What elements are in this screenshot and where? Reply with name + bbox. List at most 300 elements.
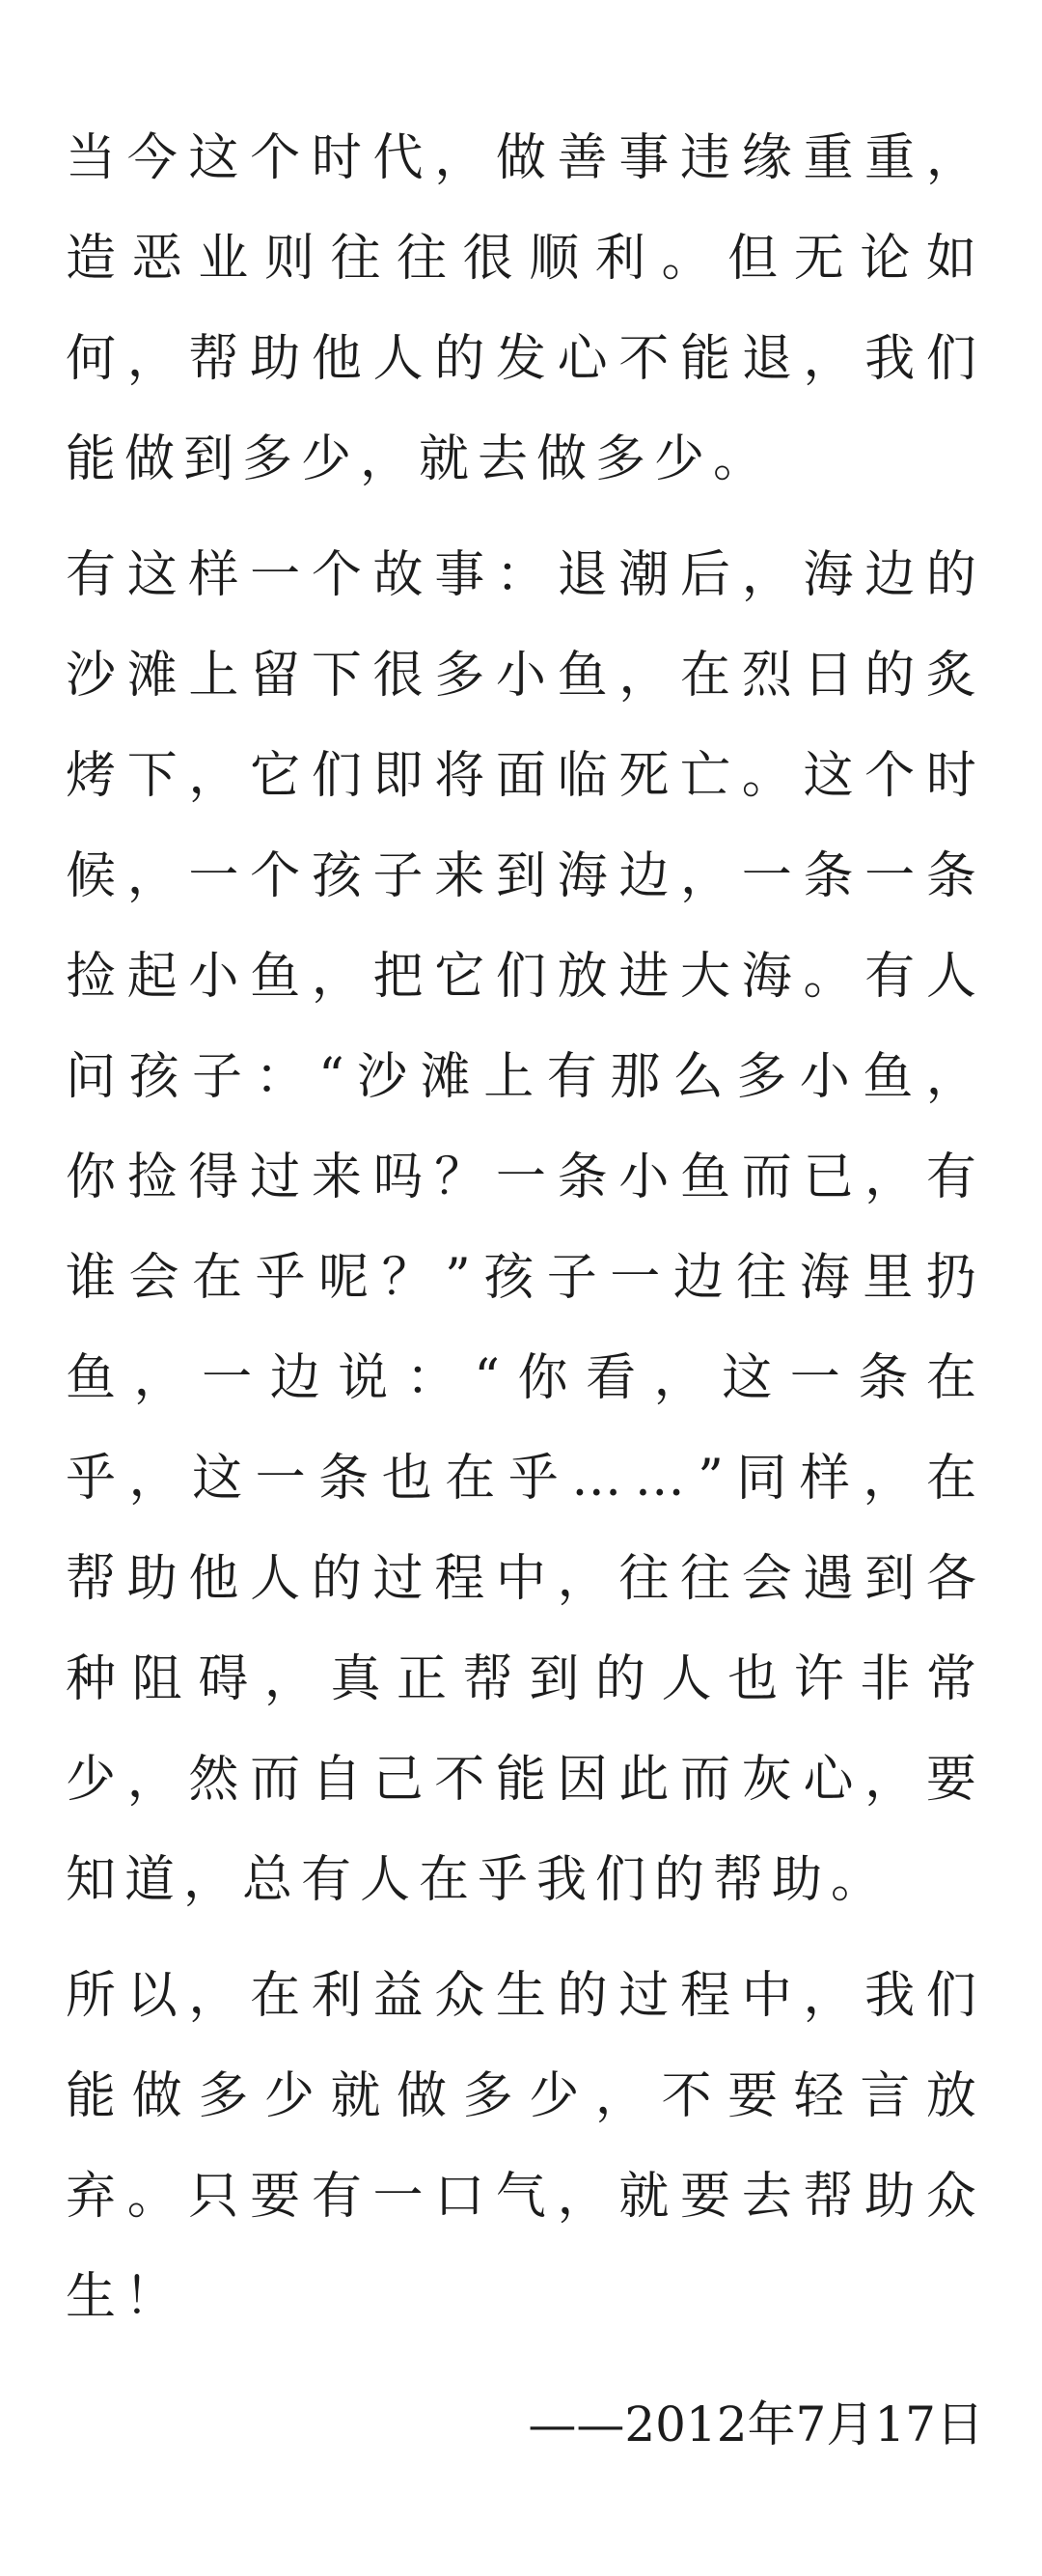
text-line <box>66 525 976 625</box>
text-line <box>66 1946 976 2046</box>
text-char: 过 <box>372 1550 424 1608</box>
text-char: 放 <box>925 2067 976 2125</box>
text-char: 我 <box>864 1967 916 2025</box>
text-char: 这 <box>126 546 178 604</box>
text-char: ： <box>255 1048 306 1106</box>
article-body <box>66 108 976 2347</box>
text-char: 重 <box>864 129 916 187</box>
text-char: 的 <box>557 1967 608 2025</box>
text-line <box>66 1529 976 1629</box>
text-char: 助 <box>126 1550 178 1608</box>
text-char: ， <box>126 1751 178 1809</box>
text-char: 程 <box>434 1550 485 1608</box>
text-char: 们 <box>925 1967 976 2025</box>
text-char: 发 <box>495 330 546 388</box>
text-char: 业 <box>198 230 249 288</box>
text-char: 有 <box>311 2168 362 2226</box>
text-char: 条 <box>318 1450 370 1508</box>
text-char: 海 <box>557 847 608 905</box>
text-char: 少 <box>263 2067 315 2125</box>
text-char: 得 <box>188 1149 239 1206</box>
text-char: 鱼 <box>863 1048 914 1106</box>
text-char: 一 <box>789 1349 840 1407</box>
text-char: ： <box>495 546 546 604</box>
text-char: 鱼 <box>680 1149 731 1206</box>
text-char: 。 <box>126 2168 178 2226</box>
text-char: 小 <box>618 1149 670 1206</box>
text-char: 亡 <box>680 747 731 805</box>
text-char: 死 <box>618 747 670 805</box>
text-char: 乎 <box>66 1450 117 1508</box>
text-char: 真 <box>330 1650 381 1708</box>
text-line <box>66 1730 976 1830</box>
text-line <box>66 309 976 409</box>
text-char: 事 <box>434 546 485 604</box>
text-char: ， <box>618 647 670 705</box>
text-char: 日 <box>803 647 854 705</box>
text-char: 到 <box>529 1650 580 1708</box>
text-char: 这 <box>188 129 239 187</box>
text-char: 能 <box>680 330 731 388</box>
text-char: 如 <box>925 230 976 288</box>
text-char: ， <box>557 1550 608 1608</box>
text-char: 过 <box>618 1967 670 2025</box>
date-signature: ——2012年7月17日 <box>528 2396 984 2452</box>
text-char: 多 <box>434 647 485 705</box>
text-char: ， <box>653 1349 704 1407</box>
text-char: 但 <box>727 230 779 288</box>
text-char: 面 <box>495 747 546 805</box>
text-char: 则 <box>263 230 315 288</box>
text-char: 条 <box>858 1349 909 1407</box>
text-char: 不 <box>661 2067 712 2125</box>
text-char: 烤 <box>66 747 117 805</box>
text-char: 同 <box>736 1450 787 1508</box>
text-line <box>66 726 976 826</box>
text-char: 一 <box>864 847 916 905</box>
text-char: 条 <box>557 1149 608 1206</box>
text-char: 无 <box>793 230 844 288</box>
text-char: 往 <box>330 230 381 288</box>
text-char: 到 <box>495 847 546 905</box>
text-char: 下 <box>311 647 362 705</box>
text-char: 捡 <box>66 948 117 1006</box>
text-line <box>66 1328 976 1428</box>
text-char: 因 <box>557 1751 608 1809</box>
text-char: 退 <box>741 330 792 388</box>
text-char: 帮 <box>188 330 239 388</box>
text-char: 的 <box>594 1650 645 1708</box>
text-char: 在 <box>925 1450 976 1508</box>
text-char: 往 <box>618 1550 670 1608</box>
text-char: 事 <box>618 129 670 187</box>
text-char: 你 <box>517 1349 568 1407</box>
text-char: 的 <box>311 1550 362 1608</box>
text-char: 一 <box>188 847 239 905</box>
text-char: ， <box>864 1149 916 1206</box>
text-char: 在 <box>192 1249 243 1307</box>
text-char: 助 <box>864 2168 916 2226</box>
text-char: 样 <box>188 546 239 604</box>
text-char: 这 <box>803 747 854 805</box>
text-char: 中 <box>495 1550 546 1608</box>
text-line <box>66 1027 976 1127</box>
text-line <box>66 625 976 726</box>
text-char: 心 <box>557 330 608 388</box>
text-char: ， <box>803 1967 854 2025</box>
text-char: 心 <box>803 1751 854 1809</box>
text-char: 烈 <box>741 647 792 705</box>
text-char: 当 <box>66 129 117 187</box>
text-char: 的 <box>925 546 976 604</box>
text-char: 个 <box>250 129 301 187</box>
text-char: “ <box>474 1349 500 1407</box>
text-char: ， <box>434 129 485 187</box>
paragraph-1 <box>66 108 976 510</box>
text-char: 在 <box>925 1349 976 1407</box>
text-char: 助 <box>250 330 301 388</box>
text-char: 做 <box>131 2067 182 2125</box>
text-line <box>66 108 976 208</box>
text-char: ： <box>405 1349 456 1407</box>
text-char: 条 <box>803 847 854 905</box>
text-char: 重 <box>803 129 854 187</box>
text-char: 即 <box>372 747 424 805</box>
text-char: 到 <box>864 1550 916 1608</box>
text-char: 一 <box>250 546 301 604</box>
text-char: 临 <box>557 747 608 805</box>
text-char: 一 <box>372 2168 424 2226</box>
text-char: 边 <box>864 546 916 604</box>
text-char: 条 <box>925 847 976 905</box>
text-char: 它 <box>434 948 485 1006</box>
text-char: 往 <box>736 1249 787 1307</box>
text-char: 孩 <box>128 1048 179 1106</box>
text-char: ， <box>925 1048 976 1106</box>
text-char: 顺 <box>529 230 580 288</box>
text-line <box>66 1127 976 1228</box>
text-line <box>66 1629 976 1730</box>
text-char: 谁 <box>66 1249 117 1307</box>
text-char: 吗 <box>372 1149 424 1206</box>
text-char: 上 <box>188 647 239 705</box>
text-char: 呢 <box>318 1249 370 1307</box>
text-char: 乎 <box>255 1249 306 1307</box>
text-char: 造 <box>66 230 117 288</box>
text-char: 人 <box>250 1550 301 1608</box>
text-char: 很 <box>462 230 513 288</box>
text-char: … <box>634 1450 685 1508</box>
text-char: 。 <box>661 230 712 288</box>
text-char: 么 <box>672 1048 724 1106</box>
text-char: 有 <box>66 546 117 604</box>
text-char: 问 <box>66 1048 117 1106</box>
text-char: 鱼 <box>66 1349 117 1407</box>
text-char: 故 <box>372 546 424 604</box>
text-char: 退 <box>557 546 608 604</box>
text-char: 在 <box>680 647 731 705</box>
text-char: ” <box>698 1450 724 1508</box>
text-char: 滩 <box>420 1048 471 1106</box>
text-char: ” <box>445 1249 471 1307</box>
text-char: 也 <box>381 1450 432 1508</box>
text-char: 人 <box>925 948 976 1006</box>
text-char: 不 <box>434 1751 485 1809</box>
text-line: 能做到多少，就去做多少。 <box>66 430 773 488</box>
text-char: 而 <box>250 1751 301 1809</box>
text-char: 正 <box>397 1650 448 1708</box>
text-char: 会 <box>128 1249 179 1307</box>
text-char: 己 <box>372 1751 424 1809</box>
text-char: ， <box>188 1967 239 2025</box>
text-char: 帮 <box>462 1650 513 1708</box>
text-char: 一 <box>495 1149 546 1206</box>
text-char: 有 <box>864 948 916 1006</box>
text-char: 许 <box>793 1650 844 1708</box>
text-char: 益 <box>372 1967 424 2025</box>
text-char: 那 <box>610 1048 661 1106</box>
text-char: 来 <box>311 1149 362 1206</box>
text-char: 就 <box>330 2067 381 2125</box>
text-line <box>66 208 976 309</box>
text-char: 以 <box>126 1967 178 2025</box>
text-char: 边 <box>672 1249 724 1307</box>
text-char: 多 <box>736 1048 787 1106</box>
text-char: 来 <box>434 847 485 905</box>
text-char: “ <box>318 1048 344 1106</box>
paragraph-2 <box>66 525 976 1930</box>
text-char: 程 <box>680 1967 731 2025</box>
text-char: 就 <box>618 2168 670 2226</box>
text-char: 人 <box>661 1650 712 1708</box>
text-char: 大 <box>680 948 731 1006</box>
text-char: ， <box>126 330 178 388</box>
text-char: 已 <box>803 1149 854 1206</box>
text-char: 的 <box>864 647 916 705</box>
text-char: 不 <box>618 330 670 388</box>
text-line <box>66 2147 976 2247</box>
text-char: 鱼 <box>250 948 301 1006</box>
text-line <box>66 1228 976 1328</box>
text-char: 孩 <box>483 1249 535 1307</box>
text-line: 生！ <box>66 2268 184 2326</box>
text-char: 沙 <box>357 1048 408 1106</box>
text-char: ， <box>188 747 239 805</box>
text-char: ， <box>133 1349 184 1407</box>
text-char: 起 <box>126 948 178 1006</box>
text-char: 少 <box>529 2067 580 2125</box>
text-char: 言 <box>860 2067 911 2125</box>
text-char: 子 <box>546 1249 597 1307</box>
text-char: 能 <box>66 2067 117 2125</box>
text-char: 这 <box>722 1349 773 1407</box>
text-char: 帮 <box>803 2168 854 2226</box>
text-char: 往 <box>680 1550 731 1608</box>
text-char: ， <box>741 546 792 604</box>
text-char: 只 <box>188 2168 239 2226</box>
text-char: 他 <box>188 1550 239 1608</box>
text-line <box>66 927 976 1027</box>
text-char: 我 <box>864 330 916 388</box>
text-char: 今 <box>126 129 178 187</box>
text-char: ， <box>557 2168 608 2226</box>
text-char: 做 <box>495 129 546 187</box>
text-char: ， <box>803 330 854 388</box>
text-line <box>66 1428 976 1529</box>
text-char: ？ <box>381 1249 432 1307</box>
text-char: 里 <box>863 1249 914 1307</box>
text-char: 做 <box>397 2067 448 2125</box>
text-char: 上 <box>483 1048 535 1106</box>
text-char: 候 <box>66 847 117 905</box>
text-char: 过 <box>250 1149 301 1206</box>
text-char: 海 <box>741 948 792 1006</box>
text-char: 中 <box>741 1967 792 2025</box>
text-char: 把 <box>372 948 424 1006</box>
text-char: 说 <box>338 1349 389 1407</box>
text-char: 灰 <box>741 1751 792 1809</box>
text-char: 论 <box>860 230 911 288</box>
text-char: 一 <box>255 1450 306 1508</box>
text-char: 气 <box>495 2168 546 2226</box>
text-char: 生 <box>495 1967 546 2025</box>
text-char: 有 <box>925 1149 976 1206</box>
text-char: 人 <box>372 330 424 388</box>
text-char: 何 <box>66 330 117 388</box>
text-char: 炙 <box>925 647 976 705</box>
text-char: 时 <box>925 747 976 805</box>
text-char: 在 <box>250 1967 301 2025</box>
text-char: 将 <box>434 747 485 805</box>
text-char: 要 <box>727 2067 779 2125</box>
text-char: 非 <box>860 1650 911 1708</box>
text-char: 放 <box>557 948 608 1006</box>
text-char: 一 <box>610 1249 661 1307</box>
text-char: 的 <box>434 330 485 388</box>
text-char: 种 <box>66 1650 117 1708</box>
text-char: 时 <box>311 129 362 187</box>
text-char: 有 <box>546 1048 597 1106</box>
text-char: 善 <box>557 129 608 187</box>
text-char: 沙 <box>66 647 117 705</box>
text-char: ， <box>594 2067 645 2125</box>
text-char: 乎 <box>507 1450 559 1508</box>
text-char: 一 <box>202 1349 253 1407</box>
text-char: 这 <box>192 1450 243 1508</box>
text-char: … <box>571 1450 622 1508</box>
text-char: 滩 <box>126 647 178 705</box>
text-char: 它 <box>250 747 301 805</box>
text-char: 们 <box>311 747 362 805</box>
paragraph-3 <box>66 1946 976 2347</box>
text-char: 会 <box>741 1550 792 1608</box>
text-char: 边 <box>618 847 670 905</box>
text-char: 遇 <box>803 1550 854 1608</box>
text-char: 帮 <box>66 1550 117 1608</box>
text-char: 海 <box>803 546 854 604</box>
text-char: 缘 <box>741 129 792 187</box>
text-char: 你 <box>66 1149 117 1206</box>
text-char: 多 <box>198 2067 249 2125</box>
text-char: 海 <box>799 1249 850 1307</box>
text-char: 捡 <box>126 1149 178 1206</box>
text-char: 常 <box>925 1650 976 1708</box>
text-char: 代 <box>372 129 424 187</box>
text-char: 去 <box>741 2168 792 2226</box>
text-char: 往 <box>397 230 448 288</box>
text-char: 口 <box>434 2168 485 2226</box>
text-char: 很 <box>372 647 424 705</box>
text-char: ， <box>311 948 362 1006</box>
text-char: ， <box>126 847 178 905</box>
text-char: 利 <box>594 230 645 288</box>
text-char: ， <box>680 847 731 905</box>
text-char: 。 <box>803 948 854 1006</box>
text-char: ， <box>263 1650 315 1708</box>
text-char: 小 <box>495 647 546 705</box>
text-char: 个 <box>311 546 362 604</box>
text-char: 碍 <box>198 1650 249 1708</box>
text-char: 能 <box>495 1751 546 1809</box>
text-char: 们 <box>925 330 976 388</box>
text-char: ， <box>925 129 976 187</box>
text-char: 鱼 <box>557 647 608 705</box>
text-char: 所 <box>66 1967 117 2025</box>
text-char: 潮 <box>618 546 670 604</box>
text-char: 小 <box>799 1048 850 1106</box>
text-char: 一 <box>741 847 792 905</box>
text-char: 轻 <box>793 2067 844 2125</box>
text-char: 边 <box>269 1349 320 1407</box>
text-char: 们 <box>495 948 546 1006</box>
text-char: 利 <box>311 1967 362 2025</box>
text-char: ， <box>864 1751 916 1809</box>
text-char: 个 <box>250 847 301 905</box>
text-char: 违 <box>680 129 731 187</box>
text-line <box>66 2046 976 2147</box>
text-char: 自 <box>311 1751 362 1809</box>
text-char: 要 <box>680 2168 731 2226</box>
text-char: 阻 <box>131 1650 182 1708</box>
text-char: 看 <box>586 1349 637 1407</box>
text-char: 而 <box>680 1751 731 1809</box>
text-line: 知道，总有人在乎我们的帮助。 <box>66 1851 891 1909</box>
text-char: 要 <box>250 2168 301 2226</box>
text-char: 样 <box>799 1450 850 1508</box>
text-char: 扔 <box>925 1249 976 1307</box>
text-line <box>66 826 976 927</box>
text-char: 而 <box>741 1149 792 1206</box>
text-char: 此 <box>618 1751 670 1809</box>
text-char: 众 <box>925 2168 976 2226</box>
text-char: 进 <box>618 948 670 1006</box>
text-char: 他 <box>311 330 362 388</box>
text-char: 也 <box>727 1650 779 1708</box>
text-char: 要 <box>925 1751 976 1809</box>
text-char: 留 <box>250 647 301 705</box>
text-char: ， <box>128 1450 179 1508</box>
text-char: 恶 <box>131 230 182 288</box>
text-char: 在 <box>445 1450 496 1508</box>
text-char: 子 <box>372 847 424 905</box>
text-char: 下 <box>126 747 178 805</box>
text-char: 。 <box>741 747 792 805</box>
text-char: 弃 <box>66 2168 117 2226</box>
text-char: 后 <box>680 546 731 604</box>
text-char: 众 <box>434 1967 485 2025</box>
text-char: ， <box>863 1450 914 1508</box>
text-char: 少 <box>66 1751 117 1809</box>
